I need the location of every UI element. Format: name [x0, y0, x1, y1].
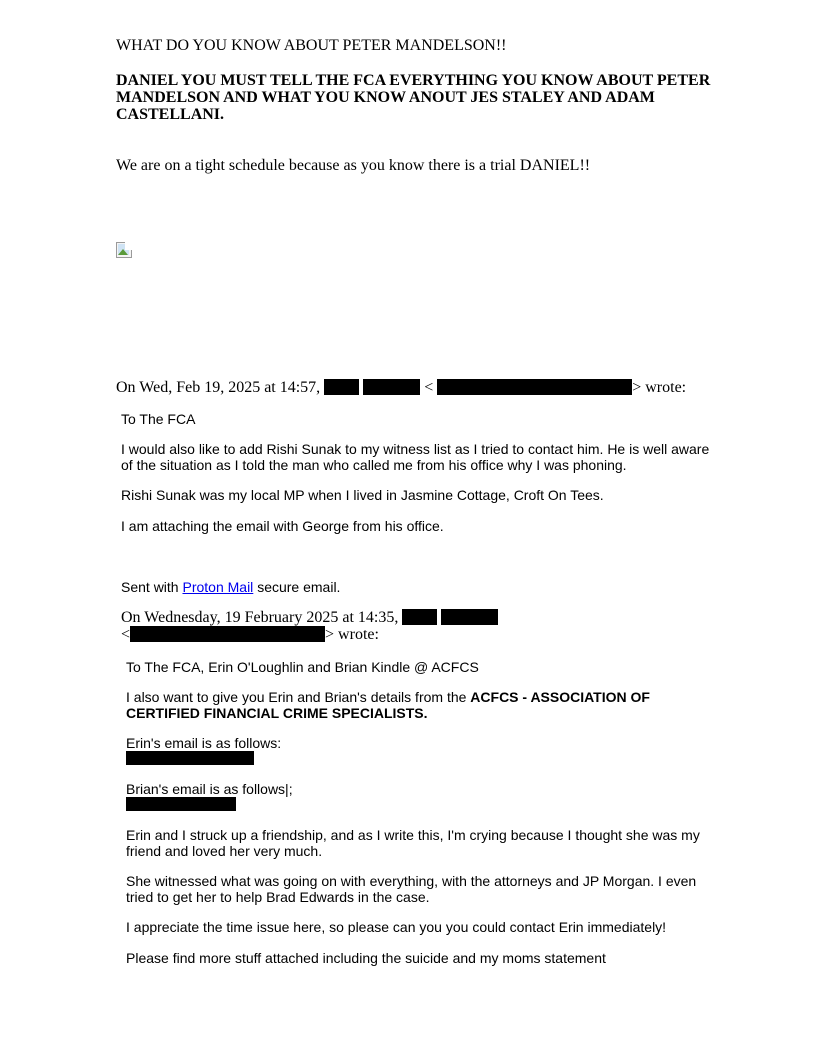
reply2-to: To The FCA, Erin O'Loughlin and Brian Kindle @ ACFCS [126, 659, 479, 675]
bold-demand-line-3: CASTELLANI. [116, 106, 225, 123]
redacted-erin-email [126, 751, 254, 765]
bold-demand-line-2: MANDELSON AND WHAT YOU KNOW ANOUT JES STALEY AND ADAM [116, 89, 655, 106]
brian-email-label: Brian's email is as follows|; [126, 781, 293, 797]
broken-image-icon [116, 242, 132, 258]
reply1-header-wrote: > wrote: [632, 379, 687, 396]
redacted-first-name [402, 609, 437, 625]
witnessed-line-1: She witnessed what was going on with everything, with the attorneys and JP Morgan. I even [126, 873, 697, 889]
details-intro: I also want to give you Erin and Brian's details from the [126, 689, 467, 705]
reply1-p1-line-1: I would also like to add Rishi Sunak to my witness list as I tried to contact him. He is well aware [121, 441, 710, 457]
friendship-line-2: friend and loved her very much. [126, 843, 323, 859]
redacted-brian-email [126, 797, 236, 811]
redacted-first-name [324, 379, 359, 395]
appreciate-line: I appreciate the time issue here, so please can you you could contact Erin immediately! [126, 919, 667, 935]
bold-demand-line-1: DANIEL YOU MUST TELL THE FCA EVERYTHING YOU KNOW ABOUT PETER [116, 72, 711, 89]
redacted-email [437, 379, 632, 395]
reply1-p2: Rishi Sunak was my local MP when I lived in Jasmine Cottage, Croft On Tees. [121, 487, 604, 503]
heading-question: WHAT DO YOU KNOW ABOUT PETER MANDELSON!! [116, 37, 507, 54]
schedule-line: We are on a tight schedule because as you know there is a trial DANIEL!! [116, 157, 591, 174]
reply2-header-lt: < [121, 626, 131, 643]
signature-line [121, 579, 340, 595]
erin-email-label: Erin's email is as follows: [126, 735, 282, 751]
proton-mail-link[interactable]: Proton Mail [182, 579, 254, 595]
witnessed-line-2: tried to get her to help Brad Edwards in the case. [126, 889, 430, 905]
friendship-line-1: Erin and I struck up a friendship, and as I write this, I'm crying because I thought she was my [126, 827, 700, 843]
reply2-header-line-1 [121, 609, 498, 626]
reply2-header-date: On Wednesday, 19 February 2025 at 14:35, [121, 609, 399, 626]
redacted-last-name [441, 609, 498, 625]
reply1-to: To The FCA [121, 411, 196, 427]
reply2-header-wrote: > wrote: [325, 626, 379, 643]
sent-with-text: Sent with [121, 579, 179, 595]
reply1-header-lt: < [424, 379, 434, 396]
reply2-details-line-1 [126, 689, 650, 705]
reply1-header [116, 379, 686, 396]
reply1-p1-line-2: of the situation as I told the man who called me from his office why I was phoning. [121, 457, 627, 473]
redacted-email [130, 626, 325, 642]
redacted-last-name [363, 379, 420, 395]
acfcs-name-part-1: ACFCS - ASSOCIATION OF [470, 689, 650, 705]
acfcs-name-part-2: CERTIFIED FINANCIAL CRIME SPECIALISTS. [126, 705, 428, 721]
more-stuff-line: Please find more stuff attached including the suicide and my moms statement [126, 950, 606, 966]
reply1-p3: I am attaching the email with George from his office. [121, 518, 444, 534]
reply1-header-date: On Wed, Feb 19, 2025 at 14:57, [116, 379, 321, 396]
secure-email-text: secure email. [257, 579, 341, 595]
reply2-header-line-2 [121, 626, 379, 643]
